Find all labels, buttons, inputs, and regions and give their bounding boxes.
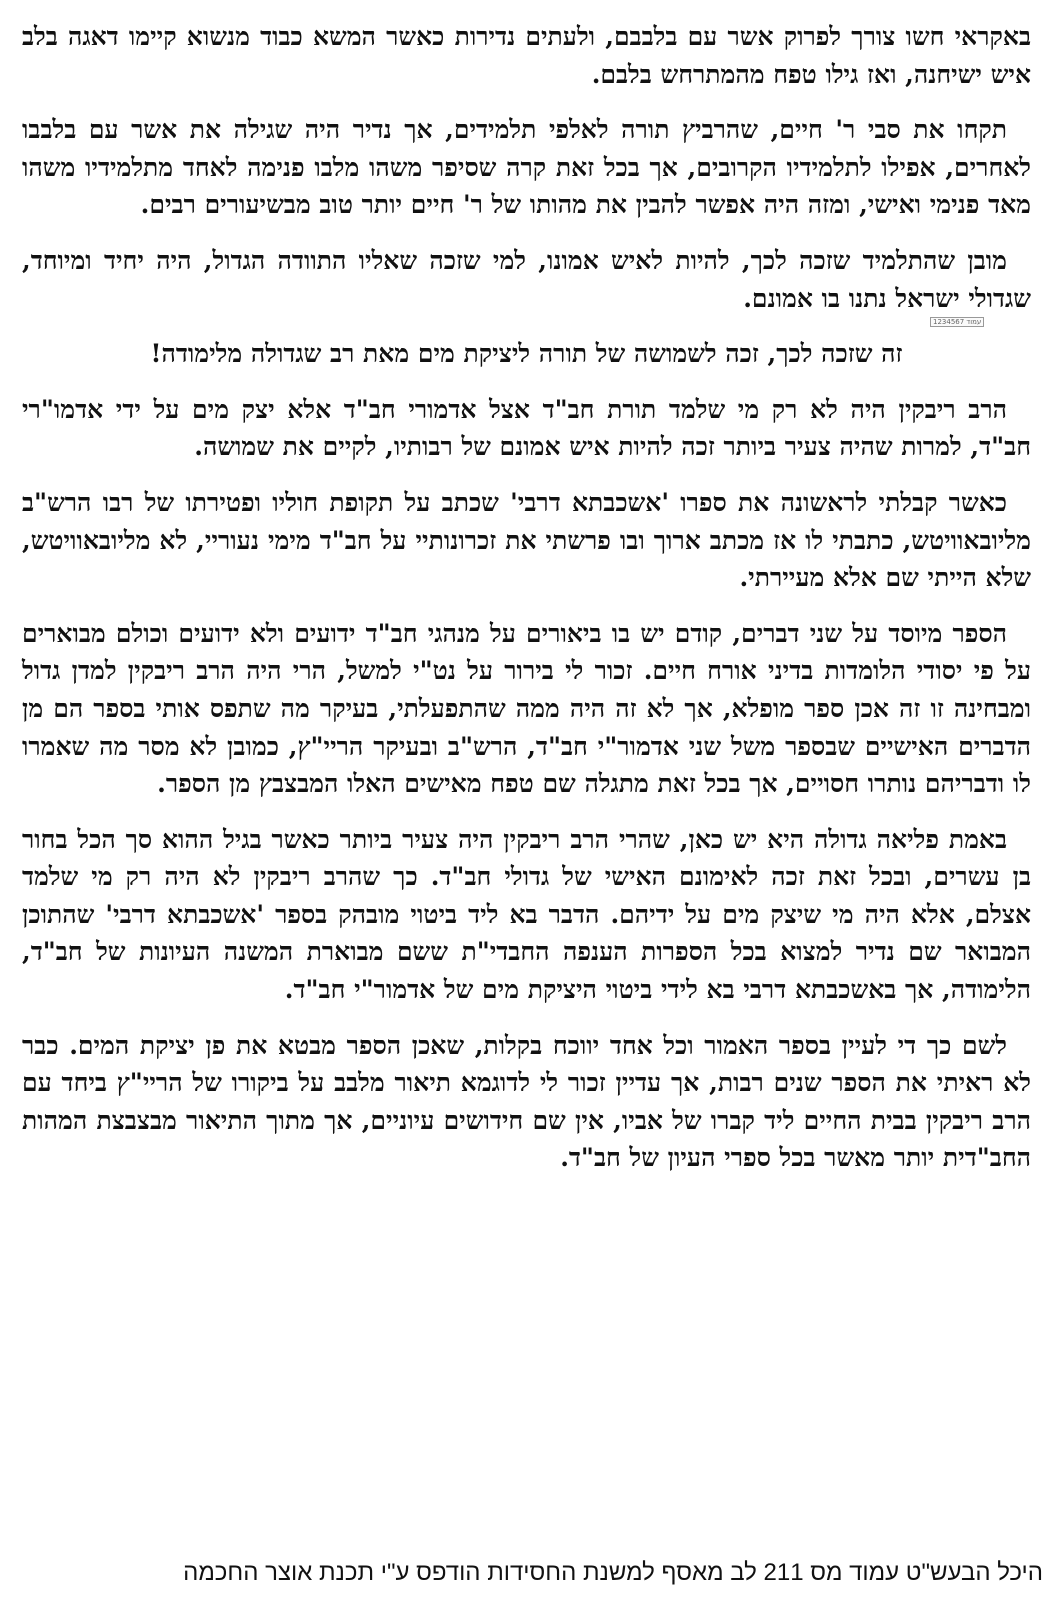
paragraph-9: לשם כך די לעיין בספר האמור וכל אחד יווכח בקלות, שאכן הספר מבטא את פן יציקת המים. כבר לא ראיתי את הספר שנים רבות, אך עדיין זכור לי לדוגמא תיאור מלבב על ביקורו של הריי"ץ ביחד עם הרב ריבקין בבית החיים ליד קברו של אביו, אין שם חידושים עיוניים, אך מתוך התיאור מבצבצת המהות החב"דית יותר מאשר בכל ספרי העיון של חב"ד. [22,1030,1031,1173]
page-footer: היכל הבעש"ט עמוד מס 211 לב מאסף למשנת החסידות הודפס ע"י תכנת אוצר החכמה [183,1559,1043,1586]
paragraph-1: באקראי חשו צורך לפרוק אשר עם בלבבם, ולעתים נדירות כאשר המשא כבוד מנשוא קיימו דאגה בלב איש ישיחנה, ואז גילו טפח מהמתרחש בלבם. [22,22,1031,89]
paragraph-6: כאשר קבלתי לראשונה את ספרו 'אשכבתא דרבי' שכתב על תקופת חוליו ופטירתו של רבו הרש"ב מליובאוויטש, כתבתי לו אז מכתב ארוך ובו פרשתי את זכרונותיי על חב"ד מימי נעוריי, לא מליובאוויטש, שלא הייתי שם אלא מעיירתי. [22,487,1031,593]
paragraph-3: מובן שהתלמיד שזכה לכך, להיות לאיש אמונו, למי שזכה שאליו התוודה הגדול, היה יחיד ומיוחד, שגדולי ישראל נתנו בו אמונם. [22,245,1031,313]
paragraph-8: באמת פליאה גדולה היא יש כאן, שהרי הרב ריבקין היה צעיר ביותר כאשר בגיל ההוא סך הכל בחור בן עשרים, ובכל זאת זכה לאימונם האישי של גדולי חב"ד. כך שהרב ריבקין לא היה רק מי שלמד אצלם, אלא היה מי שיצק מים על ידיהם. הדבר בא ליד ביטוי מובהק בספר 'אשכבתא דרבי' שהתוכן המבואר שם נדיר למצוא בכל הספרות הענפה החבדי"ת ששם מבוארת המשנה העיונות של חב"ד, הלימודה, אך באשכבתא דרבי בא לידי ביטוי היציקת מים של אדמור"י חב"ד. [22,824,1031,1005]
paragraph-5: הרב ריבקין היה לא רק מי שלמד תורת חב"ד אצל אדמורי חב"ד אלא יצק מים על ידי אדמו"רי חב"ד, למרות שהיה צעיר ביותר זכה להיות איש אמונם של רבותיו, לקיים את שמושה. [22,394,1031,462]
paragraph-2: תקחו את סבי ר' חיים, שהרביץ תורה לאלפי תלמידים, אך נדיר היה שגילה את אשר עם בלבבו לאחרים, אפילו לתלמידיו הקרובים, אך בכל זאת קרה שסיפר משהו מלבו פנימה לאחד מתלמידיו משהו מאד פנימי ואישי, ומזה היה אפשר להבין את מהותו של ר' חיים יותר טוב מבשיעורים רבים. [22,115,1031,220]
paragraph-4: זה שזכה לכך, זכה לשמושה של תורה ליציקת מים מאת רב שגדולה מלימודה! [150,339,903,369]
paragraph-7: הספר מיוסד על שני דברים, קודם יש בו ביאורים על מנהגי חב"ד ידועים ולא ידועים וכולם מבוארים על פי יסודי הלומדות בדיני אורח חיים. זכור לי בירור על נט"י למשל, הרי היה הרב ריבקין למדן גדול ומבחינה זו זה אכן ספר מופלא, אך לא זה היה ממה שהתפעלתי, בעיקר מה שתפס אותי בספר הם מן הדברים האישיים שבספר משל שני אדמור"י חב"ד, הרש"ב ובעיקר הריי"ץ, כמובן לא מסר מה שאמרו לו ודבריהם נותרו חסויים, אך בכל זאת מתגלה שם טפח מאישים האלו המבצבץ מן הספר. [22,618,1031,799]
document-body [22,18,1031,1195]
page-break-marker: עמוד 1234567 [930,317,984,327]
